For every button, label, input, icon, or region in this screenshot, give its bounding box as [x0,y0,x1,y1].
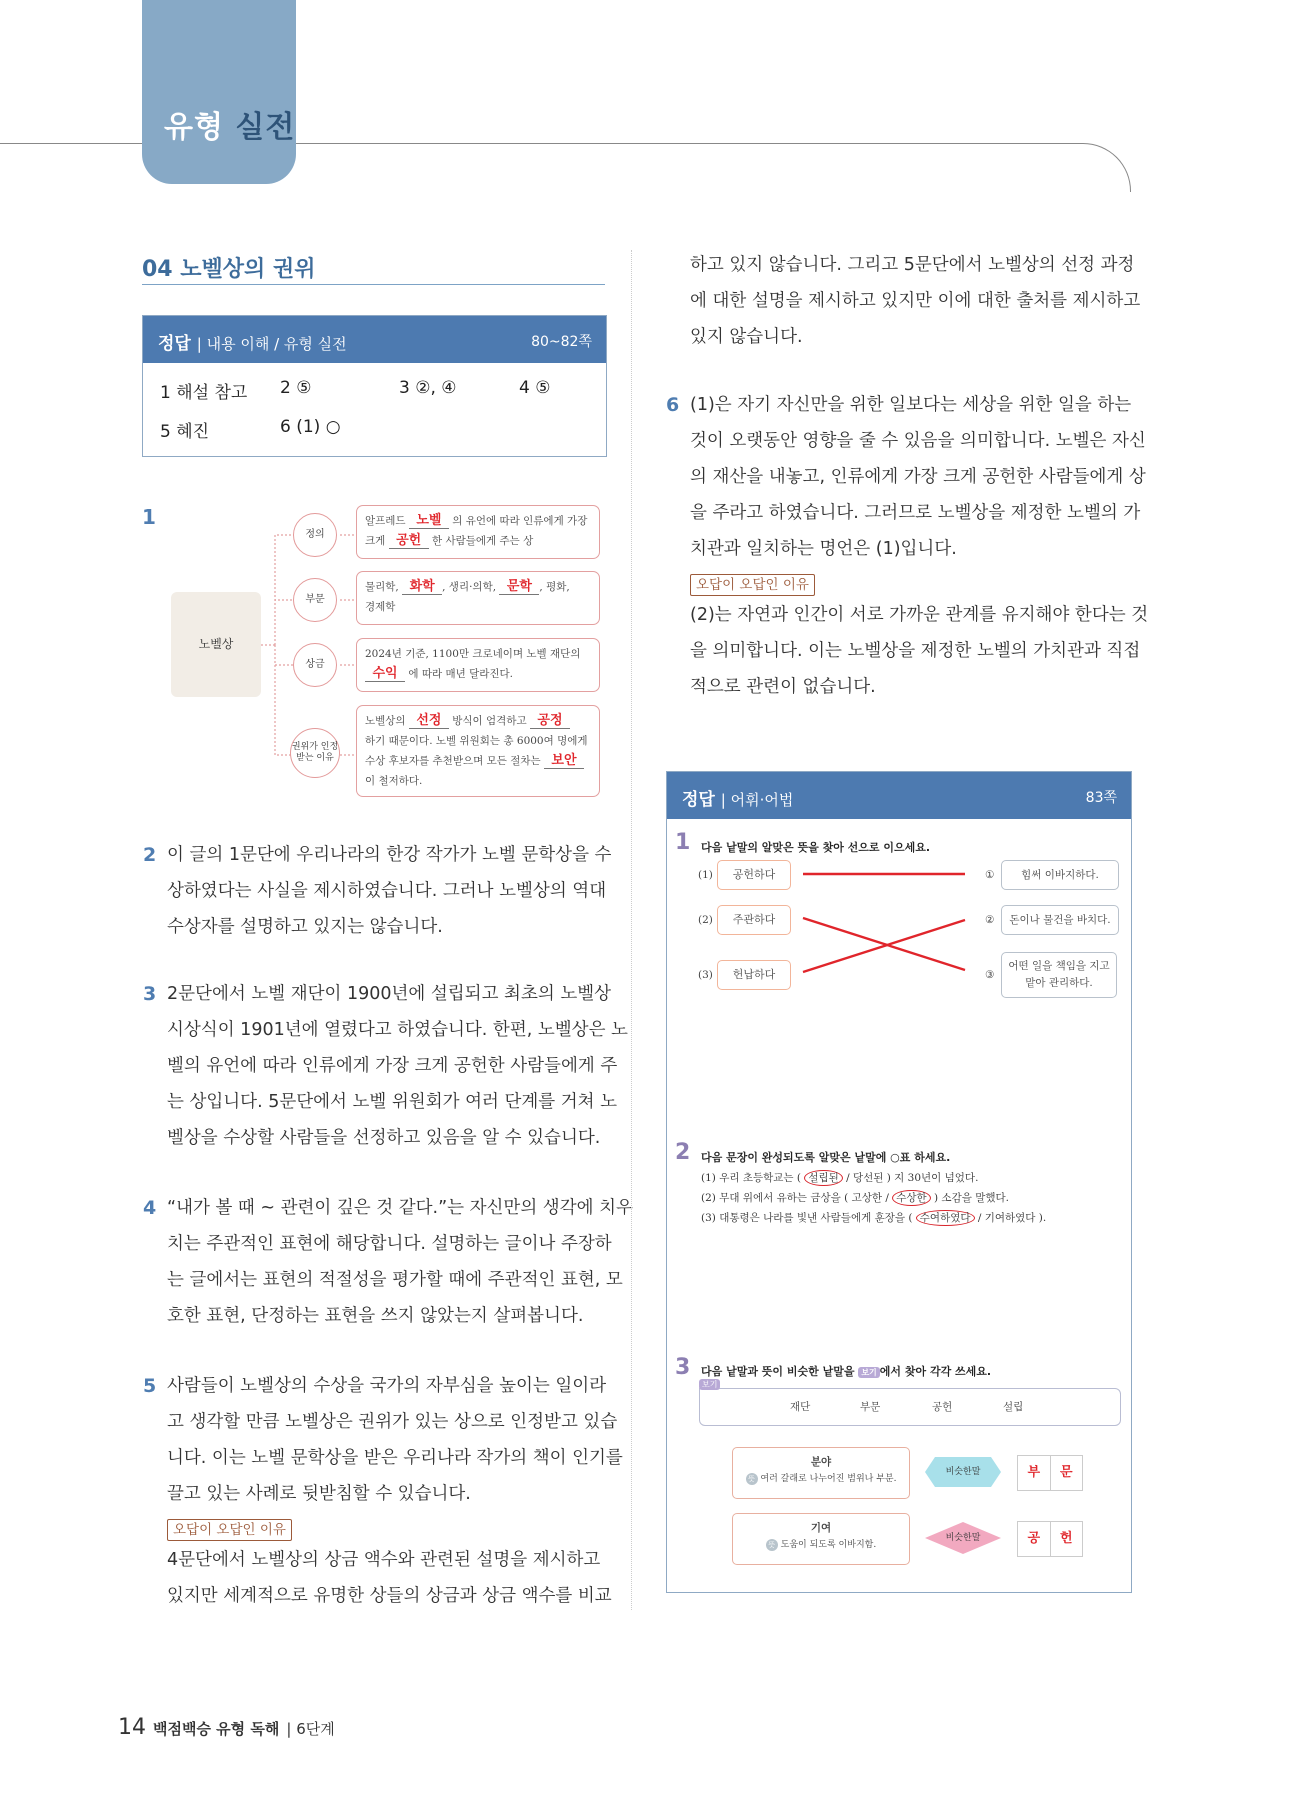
line: 벨의 유언에 따라 인류에게 가장 크게 공헌한 사람들에게 주 [167,1056,618,1076]
q2-sentence-2 [701,1190,1009,1205]
box1-blank-1: 노벨 [409,514,449,529]
line: 에 대한 설명을 제시하고 있지만 이에 대한 출처를 제시하고 [690,291,1141,311]
vocab-pages: 83쪽 [1085,790,1117,806]
box2-text-a: 물리학, [365,581,399,593]
line: 끌고 있는 사례로 뒷받침할 수 있습니다. [167,1484,471,1504]
header-rule-curve [1060,143,1131,192]
box2-text-e: 경제학 [365,601,396,613]
q3-def: 여러 갈래로 나누어진 범위나 부분. [760,1474,897,1484]
vocab-sub: | 어휘·어법 [720,791,794,809]
answer-label: 정답 [158,334,191,354]
line: 니다. 이는 노벨 문학상을 받은 우리나라 작가의 책이 인기를 [167,1448,623,1468]
meaning-badge-icon: 뜻 [766,1539,778,1551]
line: 있지만 세계적으로 유명한 상들의 상금과 상금 액수를 비교 [167,1586,612,1606]
explanation-number: 4 [143,1197,157,1219]
explanation-number: 6 [666,394,680,416]
line: 고 생각할 만큼 노벨상은 권위가 있는 상으로 인정받고 있습 [167,1412,618,1432]
line: 이 글의 1문단에 우리나라의 한강 작가가 노벨 문학상을 수 [167,845,612,865]
line: 는 상입니다. 5문단에서 노벨 위원회가 여러 단계를 거쳐 노 [167,1092,618,1112]
q3-answer-2 [1017,1521,1083,1557]
box1-text-e: 한 사람들에게 주는 상 [431,535,534,547]
answer-5: 5 혜진 [160,422,210,442]
explanation-number: 3 [143,983,157,1005]
q1-meaning-2: 돈이나 물건을 바치다. [1001,905,1119,935]
q1-right-num: ③ [985,969,995,981]
diagram-box-reason [356,705,600,797]
q3-option: 부문 [860,1401,881,1413]
q2-sentence-1 [701,1170,978,1185]
diagram-box-prize [356,638,600,692]
box4-blank-2: 공정 [530,714,570,729]
book-level: | 6단계 [286,1720,335,1738]
q3-relation-label: 비슷한말 [945,1467,981,1477]
answer-box-header [143,316,606,363]
line: “내가 볼 때 ~ 관련이 깊은 것 같다.”는 자신만의 생각에 치우 [167,1198,633,1218]
vocab-q1-text: 다음 낱말의 알맞은 뜻을 찾아 선으로 이으세요. [701,841,931,854]
explanation-number: 5 [143,1375,157,1397]
q1-meaning-3-line: 맡아 관리하다. [1025,977,1093,989]
q3-word: 기여 [810,1522,832,1534]
diagram-root: 노벨상 [171,592,261,697]
answer-box-title [158,329,347,354]
explanation-6 [666,387,1149,705]
vocab-q3-text [701,1363,991,1379]
box2-text-d: , 평화, [539,581,570,593]
line: 4문단에서 노벨상의 상금 액수와 관련된 설명을 제시하고 [167,1550,601,1570]
line: 적으로 관련이 없습니다. [690,677,876,697]
line: 수상자를 설명하고 있지는 않습니다. [167,917,443,937]
vocab-q3-number: 3 [675,1355,691,1380]
wrong-answer-tag: 오답이 오답인 이유 [167,1519,292,1541]
line: 을 의미합니다. 이는 노벨상을 제정한 노벨의 가치관과 직접 [690,641,1141,661]
header-tab [142,0,296,184]
line: 하고 있지 않습니다. 그리고 5문단에서 노벨상의 선정 과정 [690,255,1135,275]
line: (1)은 자기 자신만을 위한 일보다는 세상을 위한 일을 하는 [690,395,1132,415]
line: 있지 않습니다. [690,327,803,347]
page-number: 14 [118,1715,146,1740]
header-label-a: 유형 [164,110,224,145]
box3-text-a: 2024년 기준, 1100만 크로네이며 노벨 재단의 [365,648,581,660]
explanation-3 [143,976,628,1156]
answer-pages: 80~82쪽 [531,334,592,350]
q3-option: 설립 [1003,1401,1024,1413]
q3-answer-char: 헌 [1059,1531,1073,1546]
q3-relation-label: 비슷한말 [945,1533,981,1543]
diagram-node-reason: 권위가 인정받는 이유 [290,728,340,778]
box2-blank-2: 문학 [499,580,539,595]
diagram-node-definition: 정의 [293,513,337,557]
line: 것이 오랫동안 영향을 줄 수 있음을 의미합니다. 노벨은 자신 [690,431,1146,451]
q3-option: 공헌 [932,1401,953,1413]
meaning-badge-icon: 뜻 [746,1473,758,1485]
diagram-box-category [356,571,600,625]
box2-text-c: , 생리·의학, [442,581,497,593]
line: 는 글에서는 표현의 적절성을 평가할 때에 주관적인 표현, 모 [167,1270,623,1290]
line: 을 주라고 하였습니다. 그러므로 노벨상을 제정한 노벨의 가 [690,503,1141,523]
explanation-2 [143,837,612,945]
vocab-q1-number: 1 [675,830,691,855]
line: 치는 주관적인 표현에 해당합니다. 설명하는 글이나 주장하 [167,1234,612,1254]
line: 시상식이 1901년에 열렸다고 하였습니다. 한편, 노벨상은 노 [167,1020,628,1040]
box4-text-f: 이 철저하다. [365,775,423,787]
section-title: 04 노벨상의 권위 [142,257,316,282]
q3-answer-char: 공 [1018,1522,1051,1556]
q1-word-3: 헌납하다 [717,960,791,990]
q2-s2-circled: 수상한 [892,1190,930,1206]
line: (2)는 자연과 인간이 서로 가까운 관계를 유지해야 한다는 것 [690,605,1149,625]
box1-text-c: 의 유언에 따라 인류에게 가장 [452,515,588,527]
vocab-title [682,785,793,810]
q1-right-num: ② [985,914,995,926]
box4-blank-1: 선정 [409,714,449,729]
box4-text-d: 하기 때문이다. 노벨 위원회는 총 6000여 명에게 [365,735,588,747]
answer-6: 6 (1) ○ [280,417,341,437]
explanation-5-continued [690,247,1140,355]
box1-blank-2: 공헌 [389,534,429,549]
page-footer [118,1715,335,1740]
q3-word-card-1 [732,1447,910,1499]
q3-text-a: 다음 낱말과 뜻이 비슷한 낱말을 [701,1365,855,1378]
q3-bogi-box [699,1380,1121,1426]
line: 치관과 일치하는 명언은 (1)입니다. [690,539,957,559]
q1-left-num: (3) [698,969,713,981]
answer-sub: | 내용 이해 / 유형 실전 [196,335,347,353]
box4-blank-3: 보안 [544,754,584,769]
q3-option: 재단 [790,1401,811,1413]
q2-s1-a: (1) 우리 초등학교는 ( [701,1172,801,1184]
answer-3: 3 ②, ④ [399,378,457,398]
box4-text-c: 방식이 엄격하고 [452,715,527,727]
box3-text-c: 에 따라 매년 달라진다. [408,668,513,680]
q2-s2-a: (2) 무대 위에서 유하는 금상을 ( 고상한 / [701,1192,889,1204]
q3-def: 도움이 되도록 이바지함. [780,1540,877,1550]
q2-s2-b: ) 소감을 말했다. [934,1192,1009,1204]
line: 사람들이 노벨상의 수상을 국가의 자부심을 높이는 일이라 [167,1376,607,1396]
explanation-4 [143,1190,633,1334]
answer-1: 1 해설 참고 [160,383,248,403]
q1-word-2: 주관하다 [717,905,791,935]
header-label [164,102,295,146]
q1-meaning-3 [1001,952,1117,998]
answer-box [142,315,607,457]
q2-s1-b: / 당선된 ) 지 30년이 넘었다. [846,1172,979,1184]
q2-s3-b: / 기여하였다 ). [977,1212,1047,1224]
vocab-label: 정답 [682,790,715,810]
diagram-number: 1 [142,505,156,529]
q3-answer-char: 부 [1018,1456,1051,1490]
q3-bogi-badge: 보기 [858,1367,879,1378]
vocab-header [667,772,1131,819]
vocab-q2-text: 다음 문장이 완성되도록 알맞은 낱말에 ○표 하세요. [701,1151,951,1164]
wrong-answer-tag: 오답이 오답인 이유 [690,574,815,596]
q1-meaning-3-line: 어떤 일을 책임을 지고 [1008,960,1110,972]
q1-left-num: (1) [698,869,713,881]
q1-word-1: 공헌하다 [717,860,791,890]
answer-2: 2 ⑤ [280,378,312,398]
q2-s3-a: (3) 대통령은 나라를 빛낸 사람들에게 훈장을 ( [701,1212,913,1224]
diagram-node-category: 부문 [293,578,337,622]
vocab-q2-number: 2 [675,1140,691,1165]
q2-sentence-3 [701,1210,1046,1225]
line: 2문단에서 노벨 재단이 1900년에 설립되고 최초의 노벨상 [167,984,612,1004]
q3-word-card-2 [732,1513,910,1565]
box3-blank-1: 수익 [365,667,405,682]
q3-answer-char: 문 [1059,1465,1073,1480]
vocab-answer-box [666,771,1132,1593]
book-title: 백점백승 유형 독해 [153,1720,280,1738]
box4-text-a: 노벨상의 [365,715,406,727]
line: 벨상을 수상할 사람들을 선정하고 있음을 알 수 있습니다. [167,1128,601,1148]
q1-right-num: ① [985,869,995,881]
q3-text-b: 에서 찾아 각각 쓰세요. [879,1365,992,1378]
q3-word: 분야 [810,1456,832,1468]
box1-text-d: 크게 [365,535,386,547]
header-label-b: 실전 [235,110,296,145]
diagram-node-prize: 상금 [293,643,337,687]
diagram-box-definition [356,505,600,559]
line: 상하였다는 사실을 제시하였습니다. 그러나 노벨상의 역대 [167,881,607,901]
box2-blank-1: 화학 [402,580,442,595]
answer-4: 4 ⑤ [519,378,551,398]
q2-s1-circled: 설립된 [804,1170,842,1186]
column-divider [631,250,632,1610]
explanation-number: 2 [143,844,157,866]
box1-text-a: 알프레드 [365,515,406,527]
q3-answer-1 [1017,1455,1083,1491]
section-rule [142,284,605,285]
q2-s3-circled: 수여하였다 [916,1210,975,1226]
line: 호한 표현, 단정하는 표현을 쓰지 않았는지 살펴봅니다. [167,1306,584,1326]
q3-bogi-tab: 보기 [699,1379,720,1390]
q1-matching-lines [797,860,977,990]
q1-meaning-1: 힘써 이바지하다. [1001,860,1119,890]
line: 의 재산을 내놓고, 인류에게 가장 크게 공헌한 사람들에게 상 [690,467,1146,487]
box4-text-e: 수상 후보자를 추천받으며 모든 절차는 [365,755,541,767]
q1-left-num: (2) [698,914,713,926]
explanation-5 [143,1368,623,1614]
